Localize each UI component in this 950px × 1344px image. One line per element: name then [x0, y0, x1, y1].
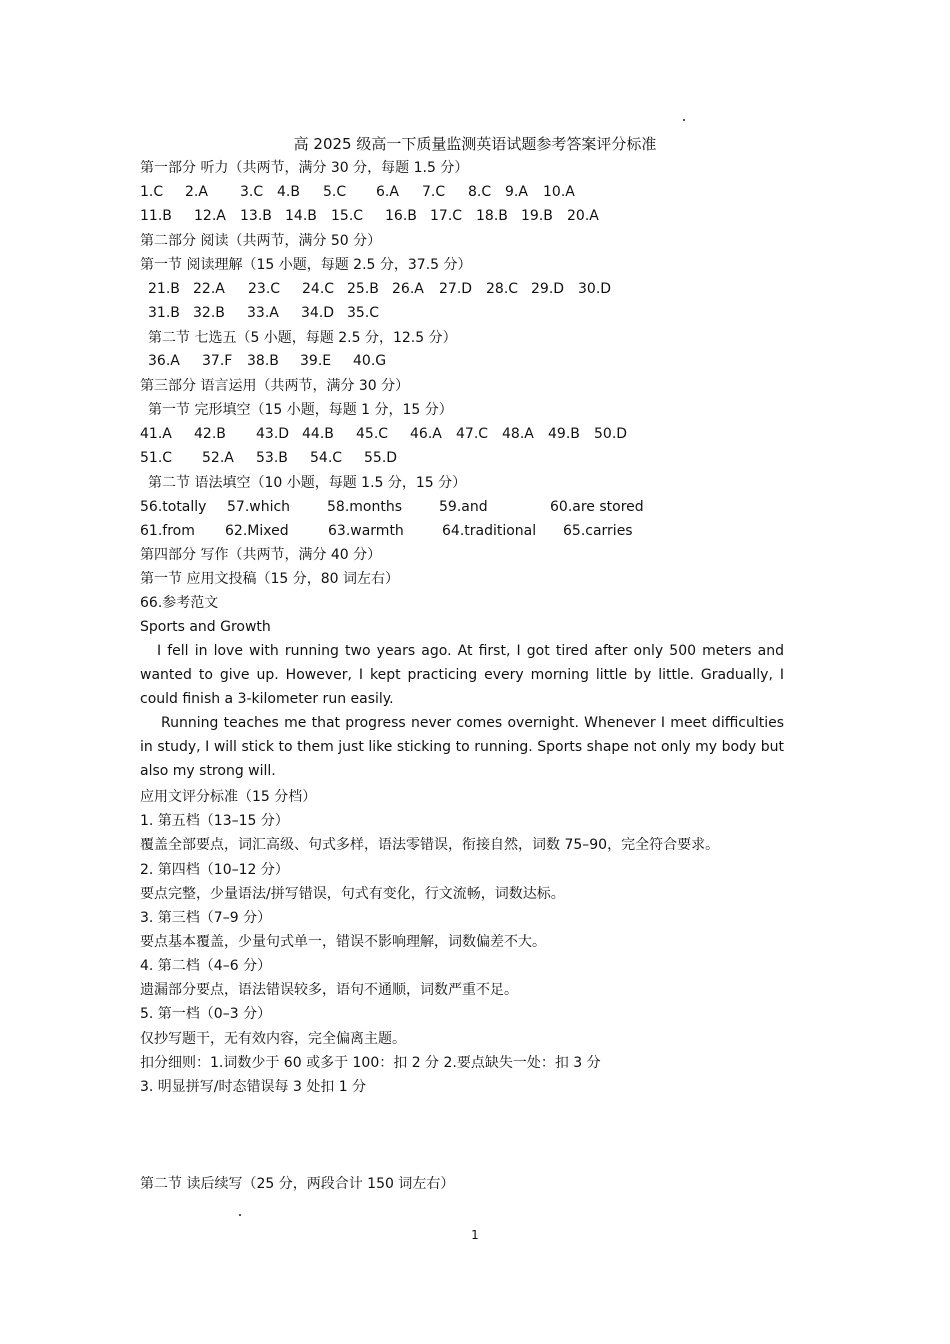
- answer-1: 1.C: [140, 184, 164, 200]
- answer-44: 44.B: [302, 426, 334, 442]
- answer-33: 33.A: [247, 305, 279, 321]
- part2-answers-row3: [148, 349, 828, 373]
- part4-section1-heading: 第一节 应用文投稿（15 分，80 词左右）: [140, 571, 399, 587]
- answer-35: 35.C: [347, 305, 380, 321]
- level-2-description: 遗漏部分要点，语法错误较多，语句不通顺，词数严重不足。: [140, 982, 518, 998]
- answer-10: 10.A: [543, 184, 575, 200]
- answer-37: 37.F: [202, 353, 233, 369]
- answer-22: 22.A: [193, 281, 225, 297]
- answer-21: 21.B: [148, 281, 180, 297]
- part2-answers-row1: [148, 277, 828, 301]
- answer-38: 38.B: [247, 353, 279, 369]
- answer-14: 14.B: [285, 208, 317, 224]
- answer-58: 58.months: [327, 499, 402, 515]
- page-number: 1: [471, 1228, 479, 1242]
- level-5-description: 覆盖全部要点，词汇高级、句式多样，语法零错误，衔接自然，词数 75–90，完全符合要求。: [140, 837, 720, 853]
- answer-3: 3.C: [240, 184, 264, 200]
- answer-20: 20.A: [567, 208, 599, 224]
- answer-41: 41.A: [140, 426, 172, 442]
- level-2-label: 4. 第二档（4–6 分）: [140, 958, 272, 974]
- answer-34: 34.D: [301, 305, 335, 321]
- answer-64: 64.traditional: [442, 523, 537, 539]
- deduction-rules: 扣分细则：1.词数少于 60 或多于 100：扣 2 分 2.要点缺失一处：扣 3 分: [140, 1055, 601, 1071]
- sample-essay-label: 66.参考范文: [140, 595, 219, 611]
- scan-speck: [683, 119, 685, 121]
- answer-56: 56.totally: [140, 499, 207, 515]
- answer-15: 15.C: [331, 208, 364, 224]
- answer-24: 24.C: [302, 281, 335, 297]
- level-5-label: 1. 第五档（13–15 分）: [140, 813, 289, 829]
- answer-13: 13.B: [240, 208, 272, 224]
- level-1-description: 仅抄写题干，无有效内容，完全偏离主题。: [140, 1031, 406, 1047]
- criteria-heading: 应用文评分标准（15 分档）: [140, 789, 317, 805]
- answer-27: 27.D: [439, 281, 473, 297]
- answer-28: 28.C: [486, 281, 519, 297]
- answer-45: 45.C: [356, 426, 389, 442]
- part1-answers-row1: [140, 180, 820, 204]
- answer-55: 55.D: [364, 450, 398, 466]
- answer-60: 60.are stored: [550, 499, 644, 515]
- level-3-description: 要点基本覆盖，少量句式单一，错误不影响理解，词数偏差不大。: [140, 934, 546, 950]
- answer-18: 18.B: [476, 208, 508, 224]
- answer-61: 61.from: [140, 523, 195, 539]
- answer-50: 50.D: [594, 426, 628, 442]
- answer-51: 51.C: [140, 450, 173, 466]
- answer-8: 8.C: [468, 184, 492, 200]
- answer-29: 29.D: [531, 281, 565, 297]
- answer-46: 46.A: [410, 426, 442, 442]
- answer-43: 43.D: [256, 426, 290, 442]
- part3-section2-heading: 第二节 语法填空（10 小题，每题 1.5 分，15 分）: [148, 475, 467, 491]
- answer-2: 2.A: [185, 184, 208, 200]
- part1-heading: 第一部分 听力（共两节，满分 30 分，每题 1.5 分）: [140, 160, 469, 176]
- answer-48: 48.A: [502, 426, 534, 442]
- level-4-description: 要点完整，少量语法/拼写错误，句式有变化，行文流畅，词数达标。: [140, 886, 565, 902]
- answer-17: 17.C: [430, 208, 463, 224]
- answer-9: 9.A: [505, 184, 528, 200]
- answer-11: 11.B: [140, 208, 172, 224]
- part2-heading: 第二部分 阅读（共两节，满分 50 分）: [140, 233, 382, 249]
- answer-12: 12.A: [194, 208, 226, 224]
- answer-23: 23.C: [248, 281, 281, 297]
- part2-answers-row2: [148, 301, 828, 325]
- part3-answers-row4: [140, 519, 820, 543]
- part3-answers-row1: [140, 422, 820, 446]
- answer-49: 49.B: [548, 426, 580, 442]
- part2-section2-heading: 第二节 七选五（5 小题，每题 2.5 分，12.5 分）: [148, 330, 457, 346]
- essay-paragraph-2: Running teaches me that progress never comes overnight. Whenever I meet difficulties in study, I will stick to them just like sticking to running. Sports shape not only my body but also my strong will.: [140, 715, 784, 779]
- answer-26: 26.A: [392, 281, 424, 297]
- part3-answers-row2: [140, 446, 820, 470]
- level-3-label: 3. 第三档（7–9 分）: [140, 910, 272, 926]
- answer-7: 7.C: [422, 184, 446, 200]
- answer-4: 4.B: [277, 184, 300, 200]
- answer-40: 40.G: [353, 353, 387, 369]
- answer-32: 32.B: [193, 305, 225, 321]
- part2-section1-heading: 第一节 阅读理解（15 小题，每题 2.5 分，37.5 分）: [140, 257, 472, 273]
- page-title: 高 2025 级高一下质量监测英语试题参考答案评分标准: [293, 135, 657, 153]
- answer-6: 6.A: [376, 184, 399, 200]
- answer-31: 31.B: [148, 305, 180, 321]
- answer-39: 39.E: [300, 353, 332, 369]
- answer-57: 57.which: [227, 499, 291, 515]
- answer-54: 54.C: [310, 450, 343, 466]
- deduction-rules-continued: 3. 明显拼写/时态错误每 3 处扣 1 分: [140, 1079, 367, 1095]
- answer-62: 62.Mixed: [225, 523, 289, 539]
- essay-paragraph-1: I fell in love with running two years ago. At first, I got tired after only 500 meters and wanted to give up. However, I kept practicing every morning little by little. Gradually, I could finish a 3-kilometer run easily.: [140, 643, 784, 707]
- part3-heading: 第三部分 语言运用（共两节，满分 30 分）: [140, 378, 410, 394]
- part1-answers-row2: [140, 204, 820, 228]
- answer-63: 63.warmth: [328, 523, 404, 539]
- answer-16: 16.B: [385, 208, 417, 224]
- answer-42: 42.B: [194, 426, 226, 442]
- answer-25: 25.B: [347, 281, 379, 297]
- scan-speck: [239, 1214, 241, 1216]
- essay-title: Sports and Growth: [140, 619, 271, 635]
- part3-section1-heading: 第一节 完形填空（15 小题，每题 1 分，15 分）: [148, 402, 453, 418]
- answer-19: 19.B: [521, 208, 553, 224]
- answer-59: 59.and: [439, 499, 488, 515]
- answer-65: 65.carries: [563, 523, 633, 539]
- part4-heading: 第四部分 写作（共两节，满分 40 分）: [140, 547, 382, 563]
- level-4-label: 2. 第四档（10–12 分）: [140, 862, 289, 878]
- answer-30: 30.D: [578, 281, 612, 297]
- answer-36: 36.A: [148, 353, 180, 369]
- answer-5: 5.C: [323, 184, 347, 200]
- answer-53: 53.B: [256, 450, 288, 466]
- answer-52: 52.A: [202, 450, 234, 466]
- level-1-label: 5. 第一档（0–3 分）: [140, 1006, 272, 1022]
- part4-section2-heading: 第二节 读后续写（25 分，两段合计 150 词左右）: [140, 1176, 455, 1192]
- part3-answers-row3: [140, 495, 820, 519]
- answer-47: 47.C: [456, 426, 489, 442]
